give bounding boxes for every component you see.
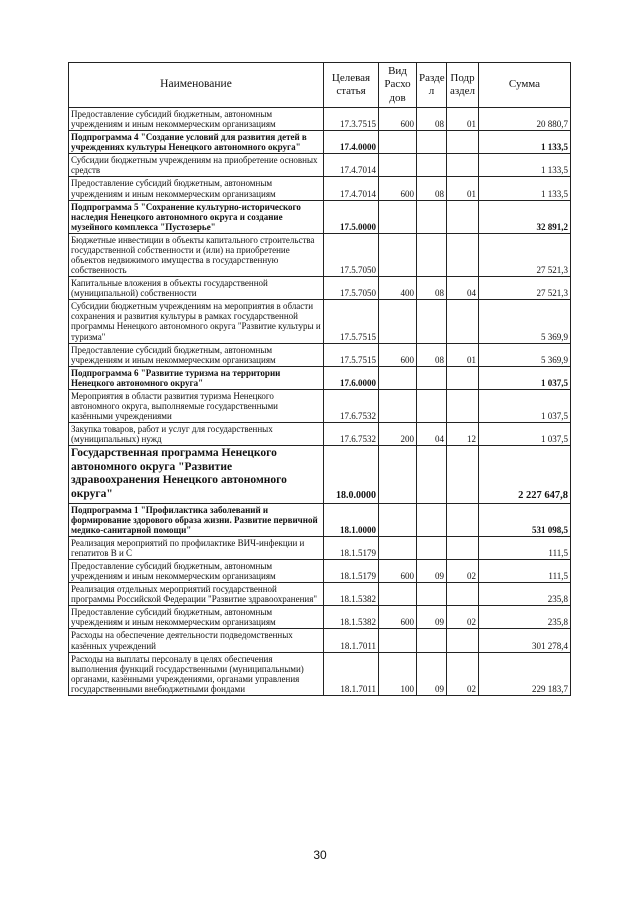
table-row <box>69 423 571 446</box>
row-target-article-cell: 17.5.7515 <box>324 300 379 343</box>
row-expense-type-cell <box>379 446 417 503</box>
row-sum-cell: 1 133,5 <box>479 131 571 154</box>
row-subsection-cell <box>447 389 479 422</box>
table-row <box>69 583 571 606</box>
table-row <box>69 629 571 652</box>
row-name-cell: Расходы на выплаты персоналу в целях обеспечения выполнения функций государственными (муниципальными) органами, казёнными учреждениями, органами управления государственными внебюджетными фондами <box>69 652 324 695</box>
row-target-article-cell: 18.1.7011 <box>324 652 379 695</box>
row-section-cell: 08 <box>417 277 447 300</box>
row-sum-cell: 20 880,7 <box>479 108 571 131</box>
row-target-article-cell: 17.5.7050 <box>324 277 379 300</box>
row-section-cell <box>417 583 447 606</box>
row-expense-type-cell <box>379 536 417 559</box>
table-row <box>69 108 571 131</box>
row-sum-cell: 27 521,3 <box>479 233 571 276</box>
table-row <box>69 389 571 422</box>
row-expense-type-cell <box>379 583 417 606</box>
row-subsection-cell: 04 <box>447 277 479 300</box>
row-target-article-cell: 17.4.7014 <box>324 177 379 200</box>
row-subsection-cell: 01 <box>447 108 479 131</box>
table-row <box>69 200 571 233</box>
row-section-cell <box>417 131 447 154</box>
row-name-cell: Подпрограмма 4 "Создание условий для развития детей в учреждениях культуры Ненецкого автономного округа" <box>69 131 324 154</box>
table-row <box>69 606 571 629</box>
row-subsection-cell: 02 <box>447 606 479 629</box>
table-row <box>69 233 571 276</box>
row-name-cell: Предоставление субсидий бюджетным, автономным учреждениям и иным некоммерческим организациям <box>69 343 324 366</box>
table-row <box>69 154 571 177</box>
row-section-cell <box>417 629 447 652</box>
row-sum-cell: 229 183,7 <box>479 652 571 695</box>
row-name-cell: Государственная программа Ненецкого автономного округа "Развитие здравоохранения Ненецкого автономного округа" <box>69 446 324 503</box>
table-row <box>69 446 571 503</box>
row-expense-type-cell <box>379 233 417 276</box>
row-target-article-cell: 17.5.7515 <box>324 343 379 366</box>
row-subsection-cell <box>447 583 479 606</box>
row-target-article-cell: 18.1.7011 <box>324 629 379 652</box>
row-target-article-cell: 17.6.7532 <box>324 423 379 446</box>
header-sum: Сумма <box>479 63 571 108</box>
row-target-article-cell: 18.0.0000 <box>324 446 379 503</box>
row-subsection-cell: 01 <box>447 177 479 200</box>
row-expense-type-cell: 200 <box>379 423 417 446</box>
row-target-article-cell: 17.4.7014 <box>324 154 379 177</box>
row-target-article-cell: 18.1.5179 <box>324 536 379 559</box>
row-expense-type-cell <box>379 131 417 154</box>
header-target-article: Целевая статья <box>324 63 379 108</box>
row-sum-cell: 1 037,5 <box>479 389 571 422</box>
row-subsection-cell <box>447 366 479 389</box>
table-header-row <box>69 63 571 108</box>
row-name-cell: Предоставление субсидий бюджетным, автономным учреждениям и иным некоммерческим организациям <box>69 606 324 629</box>
row-sum-cell: 32 891,2 <box>479 200 571 233</box>
row-name-cell: Расходы на обеспечение деятельности подведомственных казённых учреждений <box>69 629 324 652</box>
row-sum-cell: 5 369,9 <box>479 343 571 366</box>
row-section-cell: 08 <box>417 177 447 200</box>
row-sum-cell: 531 098,5 <box>479 503 571 536</box>
row-section-cell: 09 <box>417 606 447 629</box>
row-subsection-cell: 02 <box>447 559 479 582</box>
header-expense-type: Вид Расхо дов <box>379 63 417 108</box>
row-name-cell: Мероприятия в области развития туризма Ненецкого автономного округа, выполняемые государственными казёнными учреждениями <box>69 389 324 422</box>
header-name: Наименование <box>69 63 324 108</box>
budget-sheet <box>68 62 570 696</box>
row-name-cell: Реализация отдельных мероприятий государственной программы Российской Федерации "Развитие здравоохранения" <box>69 583 324 606</box>
row-target-article-cell: 18.1.5179 <box>324 559 379 582</box>
header-section: Разде л <box>417 63 447 108</box>
row-sum-cell: 1 133,5 <box>479 154 571 177</box>
row-target-article-cell: 18.1.5382 <box>324 583 379 606</box>
row-expense-type-cell <box>379 629 417 652</box>
row-subsection-cell <box>447 131 479 154</box>
row-name-cell: Капитальные вложения в объекты государственной (муниципальной) собственности <box>69 277 324 300</box>
row-name-cell: Субсидии бюджетным учреждениям на мероприятия в области сохранения и развития культуры в рамках государственной программы Ненецкого автономного округа "Развитие культуры и туризма" <box>69 300 324 343</box>
row-name-cell: Реализация мероприятий по профилактике ВИЧ-инфекции и гепатитов В и С <box>69 536 324 559</box>
row-subsection-cell <box>447 446 479 503</box>
row-expense-type-cell: 600 <box>379 559 417 582</box>
row-sum-cell: 301 278,4 <box>479 629 571 652</box>
row-target-article-cell: 17.5.7050 <box>324 233 379 276</box>
row-section-cell <box>417 389 447 422</box>
row-name-cell: Предоставление субсидий бюджетным, автономным учреждениям и иным некоммерческим организациям <box>69 177 324 200</box>
row-sum-cell: 111,5 <box>479 559 571 582</box>
table-row <box>69 277 571 300</box>
table-row <box>69 536 571 559</box>
row-section-cell: 04 <box>417 423 447 446</box>
row-subsection-cell: 01 <box>447 343 479 366</box>
row-expense-type-cell: 600 <box>379 177 417 200</box>
row-subsection-cell <box>447 503 479 536</box>
row-section-cell <box>417 446 447 503</box>
row-expense-type-cell: 600 <box>379 343 417 366</box>
header-subsection: Подр аздел <box>447 63 479 108</box>
row-subsection-cell <box>447 200 479 233</box>
row-section-cell <box>417 154 447 177</box>
row-subsection-cell <box>447 233 479 276</box>
row-sum-cell: 1 037,5 <box>479 366 571 389</box>
row-name-cell: Подпрограмма 5 "Сохранение культурно-исторического наследия Ненецкого автономного округа и создание музейного комплекса "Пустозерье" <box>69 200 324 233</box>
table-row <box>69 366 571 389</box>
table-row <box>69 503 571 536</box>
row-sum-cell: 27 521,3 <box>479 277 571 300</box>
table-row <box>69 177 571 200</box>
row-target-article-cell: 18.1.5382 <box>324 606 379 629</box>
page-number: 30 <box>313 848 327 862</box>
row-section-cell: 08 <box>417 343 447 366</box>
row-name-cell: Субсидии бюджетным учреждениям на приобретение основных средств <box>69 154 324 177</box>
row-target-article-cell: 17.6.7532 <box>324 389 379 422</box>
budget-table <box>68 62 571 696</box>
row-sum-cell: 5 369,9 <box>479 300 571 343</box>
row-target-article-cell: 17.5.0000 <box>324 200 379 233</box>
row-expense-type-cell: 400 <box>379 277 417 300</box>
table-row <box>69 559 571 582</box>
row-section-cell: 08 <box>417 108 447 131</box>
row-name-cell: Подпрограмма 1 "Профилактика заболеваний и формирование здорового образа жизни. Развитие первичной медико-санитарной помощи" <box>69 503 324 536</box>
row-expense-type-cell: 600 <box>379 108 417 131</box>
table-row <box>69 343 571 366</box>
row-subsection-cell: 02 <box>447 652 479 695</box>
row-subsection-cell <box>447 154 479 177</box>
row-subsection-cell <box>447 536 479 559</box>
row-sum-cell: 1 037,5 <box>479 423 571 446</box>
row-sum-cell: 235,8 <box>479 606 571 629</box>
row-sum-cell: 111,5 <box>479 536 571 559</box>
row-sum-cell: 2 227 647,8 <box>479 446 571 503</box>
row-target-article-cell: 17.3.7515 <box>324 108 379 131</box>
row-expense-type-cell <box>379 300 417 343</box>
row-name-cell: Бюджетные инвестиции в объекты капитального строительства государственной собственности и (или) на приобретение объектов недвижимого имущества в государственную собственность <box>69 233 324 276</box>
table-body <box>69 108 571 696</box>
row-expense-type-cell <box>379 154 417 177</box>
row-subsection-cell <box>447 300 479 343</box>
row-section-cell <box>417 200 447 233</box>
row-expense-type-cell <box>379 200 417 233</box>
row-expense-type-cell <box>379 389 417 422</box>
row-subsection-cell <box>447 629 479 652</box>
row-section-cell <box>417 366 447 389</box>
row-section-cell: 09 <box>417 559 447 582</box>
table-row <box>69 300 571 343</box>
row-name-cell: Предоставление субсидий бюджетным, автономным учреждениям и иным некоммерческим организациям <box>69 559 324 582</box>
row-section-cell: 09 <box>417 652 447 695</box>
row-name-cell: Закупка товаров, работ и услуг для государственных (муниципальных) нужд <box>69 423 324 446</box>
row-expense-type-cell <box>379 366 417 389</box>
row-expense-type-cell: 100 <box>379 652 417 695</box>
row-sum-cell: 235,8 <box>479 583 571 606</box>
row-target-article-cell: 17.4.0000 <box>324 131 379 154</box>
row-expense-type-cell <box>379 503 417 536</box>
row-target-article-cell: 18.1.0000 <box>324 503 379 536</box>
row-sum-cell: 1 133,5 <box>479 177 571 200</box>
row-section-cell <box>417 233 447 276</box>
table-row <box>69 131 571 154</box>
row-subsection-cell: 12 <box>447 423 479 446</box>
row-target-article-cell: 17.6.0000 <box>324 366 379 389</box>
row-section-cell <box>417 503 447 536</box>
row-name-cell: Подпрограмма 6 "Развитие туризма на территории Ненецкого автономного округа" <box>69 366 324 389</box>
row-name-cell: Предоставление субсидий бюджетным, автономным учреждениям и иным некоммерческим организациям <box>69 108 324 131</box>
row-section-cell <box>417 536 447 559</box>
row-section-cell <box>417 300 447 343</box>
table-row <box>69 652 571 695</box>
row-expense-type-cell: 600 <box>379 606 417 629</box>
